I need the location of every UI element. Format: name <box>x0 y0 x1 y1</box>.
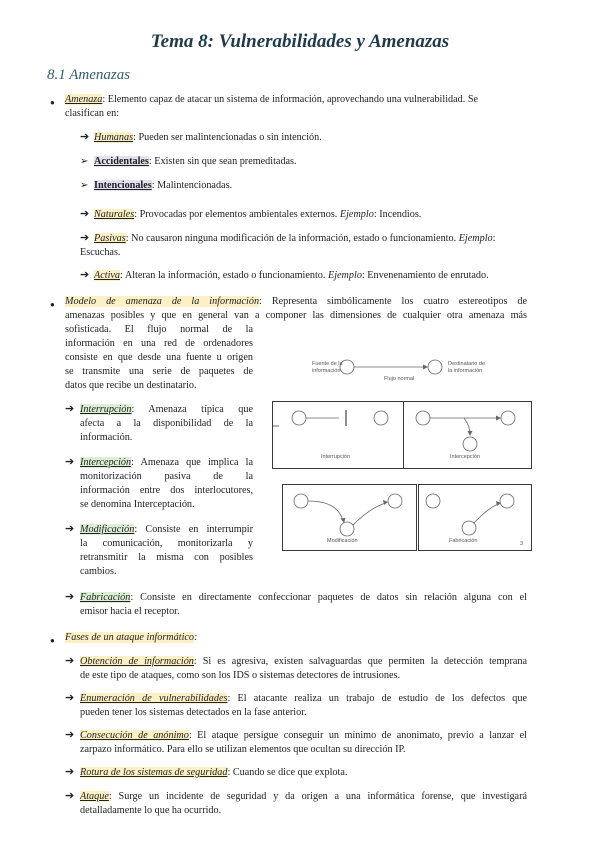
figure-page-mark: 3 <box>520 541 524 547</box>
naturales-ejemplo: Ejemplo <box>339 209 374 220</box>
activa-term: Activa <box>94 270 121 281</box>
humanas-term: Humanas <box>94 132 134 143</box>
intencionales-term: Intencionales <box>94 180 152 191</box>
modelo-line-2: amenazas posibles y que en general van a componer las dimensiones de cualquier otra amenaza más <box>65 310 527 321</box>
accidentales-term: Accidentales <box>94 156 149 167</box>
modificacion-line-4: cambios. <box>80 566 117 577</box>
ataque-term: Ataque <box>80 791 109 802</box>
right-arrow-icon: ➔ <box>65 403 75 415</box>
bullet-icon: ● <box>50 636 55 645</box>
interrupcion-caption: Interrupción <box>321 454 351 460</box>
right-arrow-icon: ➔ <box>65 729 75 741</box>
intercepcion-line-4: se denomina Interceptación. <box>80 499 195 510</box>
intencionales-item <box>94 179 232 194</box>
naturales-ejemplo-text: : Incendios. <box>373 209 422 220</box>
bullet-icon: ● <box>50 300 55 309</box>
interrupcion-term: Interrupción <box>80 404 132 415</box>
right-arrow-icon: ➔ <box>65 790 75 802</box>
amenaza-line-2: clasifican en: <box>65 108 120 119</box>
ataque-line-2: detalladamente lo que ha ocurrido. <box>80 805 222 816</box>
pasivas-text: : No causaron ninguna modificación de la información, estado o funcionamiento. <box>125 233 459 244</box>
pasivas-ejemplo-colon: : <box>492 233 496 244</box>
intercepcion-text: : Amenaza que implica la <box>131 457 253 468</box>
modelo-line-7: datos que recibe un destinatario. <box>65 380 197 391</box>
fabricacion-term: Fabricación <box>80 592 131 603</box>
right-arrow-icon: ➔ <box>80 131 90 143</box>
intercepcion-line-3: información entre dos interlocutores, <box>80 485 253 496</box>
modelo-line-3: sofisticada. El flujo normal de la <box>65 324 253 335</box>
amenaza-term: Amenaza <box>65 94 103 105</box>
pasivas-term: Pasivas <box>94 233 126 244</box>
triangle-arrow-icon: ➢ <box>80 156 89 167</box>
enumeracion-text: : El atacante realiza un trabajo de estudio de los defectos que <box>227 693 527 704</box>
page-title: Tema 8: Vulnerabilidades y Amenazas <box>150 31 450 52</box>
pasivas-line-1 <box>94 232 534 247</box>
pasivas-ejemplo: Ejemplo <box>458 233 493 244</box>
right-arrow-icon: ➔ <box>65 766 75 778</box>
modelo-line-4: información en una red de ordenadores <box>65 338 253 349</box>
fabricacion-line-1 <box>80 591 527 606</box>
amenaza-text: : Elemento capaz de atacar un sistema de información, aprovechando una vulnerabilidad. Se <box>102 94 479 105</box>
right-arrow-icon: ➔ <box>65 523 75 535</box>
activa-ejemplo-text: : Envenenamiento de enrutado. <box>361 270 489 281</box>
right-arrow-icon: ➔ <box>80 269 90 281</box>
pasivas-line-2: Escuchas. <box>80 247 121 258</box>
intercepcion-line-1 <box>80 456 253 471</box>
right-arrow-icon: ➔ <box>65 591 75 603</box>
interrupcion-panel <box>272 401 404 469</box>
obtencion-text: : Si es agresiva, existen salvaguardas que permiten la detección temprana <box>193 656 528 667</box>
intencionales-text: : Malintencionadas. <box>151 180 233 191</box>
obtencion-line-2: de este tipo de ataques, como son los IDS o sistemas detectores de intrusiones. <box>80 670 400 681</box>
modificacion-panel <box>282 484 417 551</box>
modelo-text-1: : Representa simbólicamente los cuatro estereotipos de <box>259 296 527 307</box>
consecucion-text: : El ataque persigue conseguir un mínimo de anonimato, previo a lanzar el <box>188 730 527 741</box>
consecucion-line-2: zarpazo informático. Para ello se utilizan elementos que ocultan su dirección IP. <box>80 744 406 755</box>
right-arrow-icon: ➔ <box>65 692 75 704</box>
intercepcion-panel <box>403 401 532 469</box>
intercepcion-term: Intercepción <box>80 457 132 468</box>
intercepcion-caption: Intercepción <box>450 454 480 460</box>
rotura-line-1 <box>80 766 347 781</box>
bullet-icon: ● <box>50 98 55 107</box>
fabricacion-panel <box>418 484 532 551</box>
modificacion-line-3: retransmitir la misma con posibles <box>80 552 253 563</box>
naturales-term: Naturales <box>94 209 135 220</box>
amenaza-line-1 <box>65 93 535 108</box>
normal-flow-diagram <box>272 345 530 393</box>
obtencion-line-1 <box>80 655 527 670</box>
modificacion-term: Modificación <box>80 524 135 535</box>
modificacion-caption: Modificación <box>327 538 358 544</box>
right-arrow-icon: ➔ <box>80 232 90 244</box>
intercepcion-line-2: monitorización pasiva de la <box>80 471 253 482</box>
fases-term: Fases de un ataque informático <box>65 632 195 643</box>
accidentales-text: : Existen sin que sean premeditadas. <box>148 156 297 167</box>
ataque-text: : Surge un incidente de seguridad y da origen a una informática forense, que investigará <box>108 791 527 802</box>
interrupcion-text: : Amenaza típica que <box>131 404 253 415</box>
modelo-line-1 <box>65 295 527 310</box>
modificacion-text: : Consiste en interrumpir <box>134 524 253 535</box>
right-arrow-icon: ➔ <box>65 456 75 468</box>
ataque-line-1 <box>80 790 527 805</box>
activa-text: : Alteran la información, estado o funcionamiento. <box>120 270 328 281</box>
enumeracion-line-2: pueden tener los sistemas detectados en la fase anterior. <box>80 707 307 718</box>
humanas-item <box>94 131 322 146</box>
source-label: Fuente de la información <box>312 361 343 374</box>
enumeracion-line-1 <box>80 692 527 707</box>
triangle-arrow-icon: ➢ <box>80 180 89 191</box>
modelo-term: Modelo de amenaza de la información <box>65 296 260 307</box>
rotura-text: : Cuando se dice que explota. <box>227 767 348 778</box>
flow-label: Flujo normal <box>384 376 415 382</box>
humanas-text: : Pueden ser malintencionadas o sin intención. <box>133 132 322 143</box>
fabricacion-text: : Consiste en directamente confeccionar paquetes de datos sin relación alguna con el <box>130 592 527 603</box>
naturales-text: : Provocadas por elementos ambientales externos. <box>134 209 340 220</box>
modificacion-line-1 <box>80 523 253 538</box>
interrupcion-line-2: afecta a la disponibilidad de la <box>80 418 253 429</box>
activa-item <box>94 269 534 284</box>
modelo-line-5: consiste en que desde una fuente u origen <box>65 352 253 363</box>
enumeracion-term: Enumeración de vulnerabilidades <box>80 693 228 704</box>
activa-ejemplo: Ejemplo <box>327 270 362 281</box>
consecucion-term: Consecución de anónimo <box>80 730 189 741</box>
modelo-line-6: se transmite una serie de paquetes de <box>65 366 253 377</box>
flow-arrowhead <box>423 365 428 370</box>
fabricacion-line-2: emisor hacia el receptor. <box>80 606 180 617</box>
rotura-term: Rotura de los sistemas de seguridad <box>80 767 228 778</box>
dest-node <box>428 360 442 374</box>
dest-label: Destinatario de la información <box>448 361 485 374</box>
fases-heading <box>65 631 197 646</box>
fabricacion-caption: Fabricación <box>449 538 478 544</box>
naturales-item <box>80 208 534 223</box>
section-heading: 8.1 Amenazas <box>47 67 131 83</box>
fases-colon: : <box>194 632 198 643</box>
modificacion-line-2: la comunicación, monitorizarla y <box>80 538 253 549</box>
right-arrow-icon: ➔ <box>65 655 75 667</box>
right-arrow-icon: ➔ <box>80 208 90 220</box>
interrupcion-line-1 <box>80 403 253 418</box>
consecucion-line-1 <box>80 729 527 744</box>
normal-flow-svg <box>272 345 530 393</box>
accidentales-item <box>94 155 297 170</box>
interrupcion-line-3: información. <box>80 432 133 443</box>
obtencion-term: Obtención de información <box>80 656 194 667</box>
